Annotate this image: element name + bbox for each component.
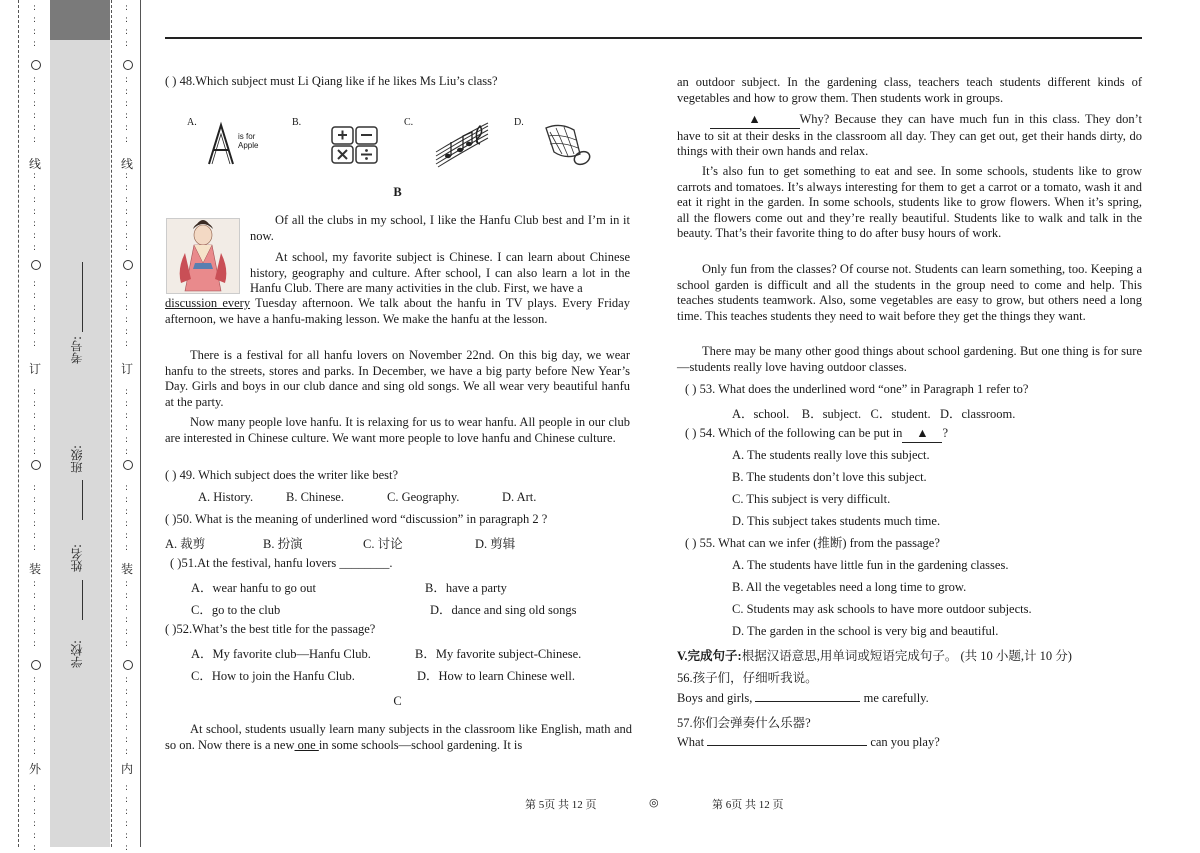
section-b-paragraph-4: Now many people love hanfu. It is relaxing for us to wear hanfu. All people in our club are interested in Chinese culture. We want more people to love hanfu and Chinese culture. — [165, 415, 630, 445]
leader-dot: : — [125, 279, 129, 289]
leader-dot: : — [125, 639, 129, 649]
leader-dot: : — [33, 231, 37, 241]
section-c-paragraph-5: There may be many other good things about school gardening. But one thing is for sure—students really love having outdoor classes. — [677, 344, 1142, 374]
section-b-paragraph-1: Of all the clubs in my school, I like the Hanfu Club best and I’m in it now. — [250, 213, 630, 243]
dotted-leader-inner — [123, 0, 133, 853]
dotted-leader-outer — [31, 0, 41, 853]
leader-dot: : — [125, 615, 129, 625]
leader-dot: : — [125, 3, 129, 13]
leader-dot: : — [125, 423, 129, 433]
leader-dot: : — [33, 3, 37, 13]
leader-dot: : — [33, 507, 37, 517]
leader-dot: : — [33, 99, 37, 109]
q52-option-d: D．How to learn Chinese well. — [417, 669, 575, 683]
leader-dot: : — [33, 543, 37, 553]
leader-dot: : — [125, 303, 129, 313]
leader-dot: : — [125, 39, 129, 49]
section-b-heading: B — [393, 185, 402, 199]
name-line — [82, 580, 83, 620]
q54-option-b: B. The students don’t love this subject. — [732, 470, 927, 484]
leader-dot: : — [33, 171, 37, 181]
leader-dot: : — [125, 711, 129, 721]
leader-dot: : — [125, 171, 129, 181]
leader-dot: : — [125, 75, 129, 85]
question-54: ( ) 54. Which of the following can be put in ▲ ? — [685, 426, 1145, 443]
question-55: ( ) 55. What can we infer (推断) from the passage? — [685, 536, 940, 550]
exam-no-label: 考号: — [70, 336, 84, 365]
section-c-paragraph-1: At school, students usually learn many subjects in the classroom like English, math and so on. Now there is a new one in some schools—school gardening. It is — [165, 722, 632, 752]
leader-dot: : — [125, 531, 129, 541]
margin-char: 订 — [121, 362, 134, 376]
leader-dot: : — [33, 615, 37, 625]
leader-dot: : — [125, 99, 129, 109]
blank-marker: ▲ — [902, 426, 942, 443]
section-c-paragraph-3: It’s also fun to get something to eat and see. In some schools, students like to grow carrots and tomatoes. It’s always interesting for them to get a carrot or a tomato, wash it and eat it right in the garden. In some schools, students like to grow flowers. When it’s spring, all the flowers come out and they’re really beautiful. Students like to walk and talk in the beauty. That’s their favorite thing to do after busy hours of work. — [677, 164, 1142, 240]
leader-dot: : — [33, 327, 37, 337]
leader-dot: : — [33, 831, 37, 841]
leader-dot: : — [33, 711, 37, 721]
q50-option-a: A. 裁剪 — [165, 537, 206, 551]
leader-dot: : — [33, 27, 37, 37]
section-c-paragraph-2: ▲ Why? Because they can have much fun in this class. They don’t have to sit at their desks in the classroom all day. They can get out, get their hands dirty, do things with their own hands and relax. — [677, 112, 1142, 158]
q51-option-a: A．wear hanfu to go out — [191, 581, 316, 595]
leader-dot: : — [125, 123, 129, 133]
leader-dot: : — [125, 699, 129, 709]
q56-answer-blank[interactable] — [755, 701, 860, 702]
q50-option-d: D. 剪辑 — [475, 537, 516, 551]
q55-option-b: B. All the vegetables need a long time to grow. — [732, 580, 967, 594]
leader-dot: : — [33, 315, 37, 325]
margin-edge-line — [140, 0, 141, 847]
q48-option-a-letter: A. — [187, 117, 197, 128]
leader-dot: : — [33, 411, 37, 421]
leader-dot: : — [125, 843, 129, 853]
leader-dot: : — [125, 411, 129, 421]
leader-dot: : — [33, 483, 37, 493]
q50-option-c: C. 讨论 — [363, 537, 403, 551]
leader-dot: : — [33, 603, 37, 613]
leader-dot: : — [125, 519, 129, 529]
q54-option-c: C. This subject is very difficult. — [732, 492, 891, 506]
underlined-one: one — [294, 737, 319, 752]
exam-no-line — [82, 262, 83, 332]
shuttlecock-icon — [540, 120, 592, 168]
q49-option-d: D. Art. — [502, 490, 537, 504]
q48-option-c-letter: C. — [404, 117, 414, 128]
q51-option-c: C．go to the club — [191, 603, 281, 617]
leader-dot: : — [125, 795, 129, 805]
leader-dot: : — [125, 435, 129, 445]
margin-char: 装 — [29, 562, 42, 576]
leader-dot: : — [33, 747, 37, 757]
q55-option-c: C. Students may ask schools to have more outdoor subjects. — [732, 602, 1032, 616]
leader-dot: : — [33, 699, 37, 709]
q52-option-c: C．How to join the Hanfu Club. — [191, 669, 355, 683]
leader-dot: : — [33, 495, 37, 505]
section-b-paragraph-2: At school, my favorite subject is Chinese. I can learn about Chinese history, geography and culture. After school, I can also learn a lot in the Hanfu Club. There are many activities in the club. First, we have a — [250, 250, 630, 295]
leader-dot: : — [33, 591, 37, 601]
leader-dot: : — [125, 807, 129, 817]
margin-char: 外 — [29, 762, 42, 776]
leader-dot: : — [33, 639, 37, 649]
info-strip-top — [50, 0, 110, 40]
question-48: ( ) 48.Which subject must Li Qiang like if he likes Ms Liu’s class? — [165, 74, 498, 88]
leader-dot: : — [33, 123, 37, 133]
section-b-paragraph-3: There is a festival for all hanfu lovers on November 22nd. On this big day, we wear hanfu to the streets, stores and parks. In December, we have a big party before New Year’s Day. Girls and boys in our club dance and sing old songs. We all wear very beautiful hanfu at the party. — [165, 348, 630, 409]
leader-dot: : — [125, 507, 129, 517]
section-b-intro — [250, 213, 630, 244]
leader-dot: : — [33, 447, 37, 457]
leader-dot: : — [33, 183, 37, 193]
leader-dot: : — [33, 195, 37, 205]
leader-dot: : — [33, 111, 37, 121]
leader-dot: : — [33, 627, 37, 637]
leader-dot: : — [125, 291, 129, 301]
center-mark: ◎ — [649, 797, 659, 809]
leader-dot: : — [125, 543, 129, 553]
question-56-en: Boys and girls, me carefully. — [677, 691, 929, 705]
leader-dot: : — [33, 75, 37, 85]
leader-dot: : — [33, 819, 37, 829]
leader-dot: : — [125, 183, 129, 193]
leader-dot: : — [125, 603, 129, 613]
q55-option-a: A. The students have little fun in the gardening classes. — [732, 558, 1009, 572]
question-51: ( )51.At the festival, hanfu lovers ________. — [170, 556, 393, 570]
page-number-left: 第 5页 共 12 页 — [525, 799, 597, 811]
section-b-paragraph-2-cont: discussion every Tuesday afternoon. We talk about the hanfu in TV plays. Every Friday afternoon, we have a hanfu-making lesson. We make the hanfu at the lesson. — [165, 296, 630, 326]
leader-dot: : — [125, 219, 129, 229]
left-column — [165, 74, 630, 90]
header-rule — [165, 37, 1142, 39]
leader-dot: : — [125, 687, 129, 697]
leader-dot: : — [125, 327, 129, 337]
leader-dot: : — [125, 339, 129, 349]
leader-dot: : — [33, 243, 37, 253]
underlined-discussion: discussion every — [165, 296, 251, 310]
q52-option-b: B．My favorite subject-Chinese. — [415, 647, 582, 661]
margin-char: 线 — [121, 157, 134, 171]
leader-dot: : — [33, 675, 37, 685]
math-symbols-icon — [330, 125, 380, 165]
school-label: 学校: — [70, 640, 84, 669]
leader-dot: : — [33, 423, 37, 433]
q55-option-d: D. The garden in the school is very big and beautiful. — [732, 624, 999, 638]
margin-char: 订 — [29, 362, 42, 376]
blank-marker: ▲ — [710, 112, 800, 129]
leader-dot: : — [125, 207, 129, 217]
music-notes-icon — [434, 122, 490, 168]
leader-dot: : — [33, 39, 37, 49]
leader-dot: : — [33, 339, 37, 349]
leader-dot: : — [33, 399, 37, 409]
leader-dot: : — [125, 15, 129, 25]
leader-dot: : — [125, 231, 129, 241]
leader-dot: : — [125, 195, 129, 205]
leader-dot: : — [125, 483, 129, 493]
name-label: 姓名: — [70, 544, 84, 573]
q54-option-a: A. The students really love this subject. — [732, 448, 930, 462]
leader-dot: : — [33, 279, 37, 289]
q49-option-c: C. Geography. — [387, 490, 460, 504]
leader-dot: : — [125, 447, 129, 457]
leader-dot: : — [33, 735, 37, 745]
leader-dot: : — [33, 387, 37, 397]
q49-option-a: A. History. — [198, 490, 254, 504]
q51-option-d: D．dance and sing old songs — [430, 603, 577, 617]
section-b-body — [165, 250, 630, 297]
question-50: ( )50. What is the meaning of underlined word “discussion” in paragraph 2 ? — [165, 512, 548, 526]
q48-option-b-letter: B. — [292, 117, 302, 128]
leader-dot: : — [33, 519, 37, 529]
question-52: ( )52.What’s the best title for the passage? — [165, 622, 376, 636]
leader-dot: : — [33, 795, 37, 805]
class-line — [82, 480, 83, 520]
q48-option-d-letter: D. — [514, 117, 524, 128]
leader-dot: : — [33, 531, 37, 541]
leader-dot: : — [125, 819, 129, 829]
question-56-cn: 56.孩子们，仔细听我说。 — [677, 671, 818, 685]
leader-dot: : — [125, 627, 129, 637]
margin-char: 线 — [29, 157, 42, 171]
leader-dot: : — [33, 723, 37, 733]
question-49: ( ) 49. Which subject does the writer like best? — [165, 468, 399, 482]
leader-dot: : — [33, 843, 37, 853]
leader-dot: : — [125, 735, 129, 745]
leader-dot: : — [125, 783, 129, 793]
margin-char: 装 — [121, 562, 134, 576]
page-number-right: 第 6页 共 12 页 — [712, 799, 784, 811]
leader-dot: : — [33, 291, 37, 301]
leader-dot: : — [33, 207, 37, 217]
margin-char: 内 — [121, 762, 134, 776]
leader-dot: : — [125, 399, 129, 409]
q57-answer-blank[interactable] — [707, 745, 867, 746]
leader-dot: : — [33, 15, 37, 25]
q54-option-d: D. This subject takes students much time. — [732, 514, 941, 528]
leader-dot: : — [33, 435, 37, 445]
leader-dot: : — [125, 27, 129, 37]
leader-dot: : — [125, 747, 129, 757]
section-v-heading: V.完成句子:根据汉语意思,用单词或短语完成句子。 (共 10 小题,计 10 分) — [677, 649, 1072, 663]
leader-dot: : — [125, 831, 129, 841]
leader-dot: : — [33, 219, 37, 229]
leader-dot: : — [33, 807, 37, 817]
leader-dot: : — [33, 87, 37, 97]
letter-a-icon — [206, 122, 236, 166]
leader-dot: : — [33, 579, 37, 589]
leader-dot: : — [125, 723, 129, 733]
class-label: 班级: — [70, 445, 84, 474]
section-c-heading: C — [393, 694, 402, 708]
leader-dot: : — [33, 303, 37, 313]
q48-option-a-caption: is for Apple — [238, 132, 259, 150]
leader-dot: : — [125, 111, 129, 121]
leader-dot: : — [125, 675, 129, 685]
leader-dot: : — [125, 135, 129, 145]
section-c-paragraph-1-cont: an outdoor subject. In the gardening class, teachers teach students different kinds of vegetables and how to grow them. Then students work in groups. — [677, 75, 1142, 105]
cut-line-outer — [18, 0, 19, 847]
q50-option-b: B. 扮演 — [263, 537, 303, 551]
question-57-cn: 57.你们会弹奏什么乐器? — [677, 716, 811, 730]
leader-dot: : — [125, 387, 129, 397]
leader-dot: : — [125, 243, 129, 253]
leader-dot: : — [33, 135, 37, 145]
leader-dot: : — [125, 591, 129, 601]
leader-dot: : — [125, 579, 129, 589]
leader-dot: : — [125, 315, 129, 325]
section-c-paragraph-4: Only fun from the classes? Of course not. Students can learn something, too. Keeping a school garden is difficult and all the students in the group need to come and help. This teaches students teamwork. Also, some vegetables are easy to grow, but others need a long time. This teaches students they need to wait before they get the things they want. — [677, 262, 1142, 323]
leader-dot: : — [125, 495, 129, 505]
leader-dot: : — [125, 87, 129, 97]
cut-line-inner — [111, 0, 112, 847]
q52-option-a: A．My favorite club—Hanfu Club. — [191, 647, 371, 661]
question-57-en: What can you play? — [677, 735, 940, 749]
leader-dot: : — [33, 783, 37, 793]
q53-options: A．school. B．subject. C．student. D．classroom. — [732, 407, 1016, 421]
question-53: ( ) 53. What does the underlined word “one” in Paragraph 1 refer to? — [685, 382, 1029, 396]
q51-option-b: B．have a party — [425, 581, 507, 595]
leader-dot: : — [33, 687, 37, 697]
info-strip — [50, 0, 110, 847]
q49-option-b: B. Chinese. — [286, 490, 344, 504]
